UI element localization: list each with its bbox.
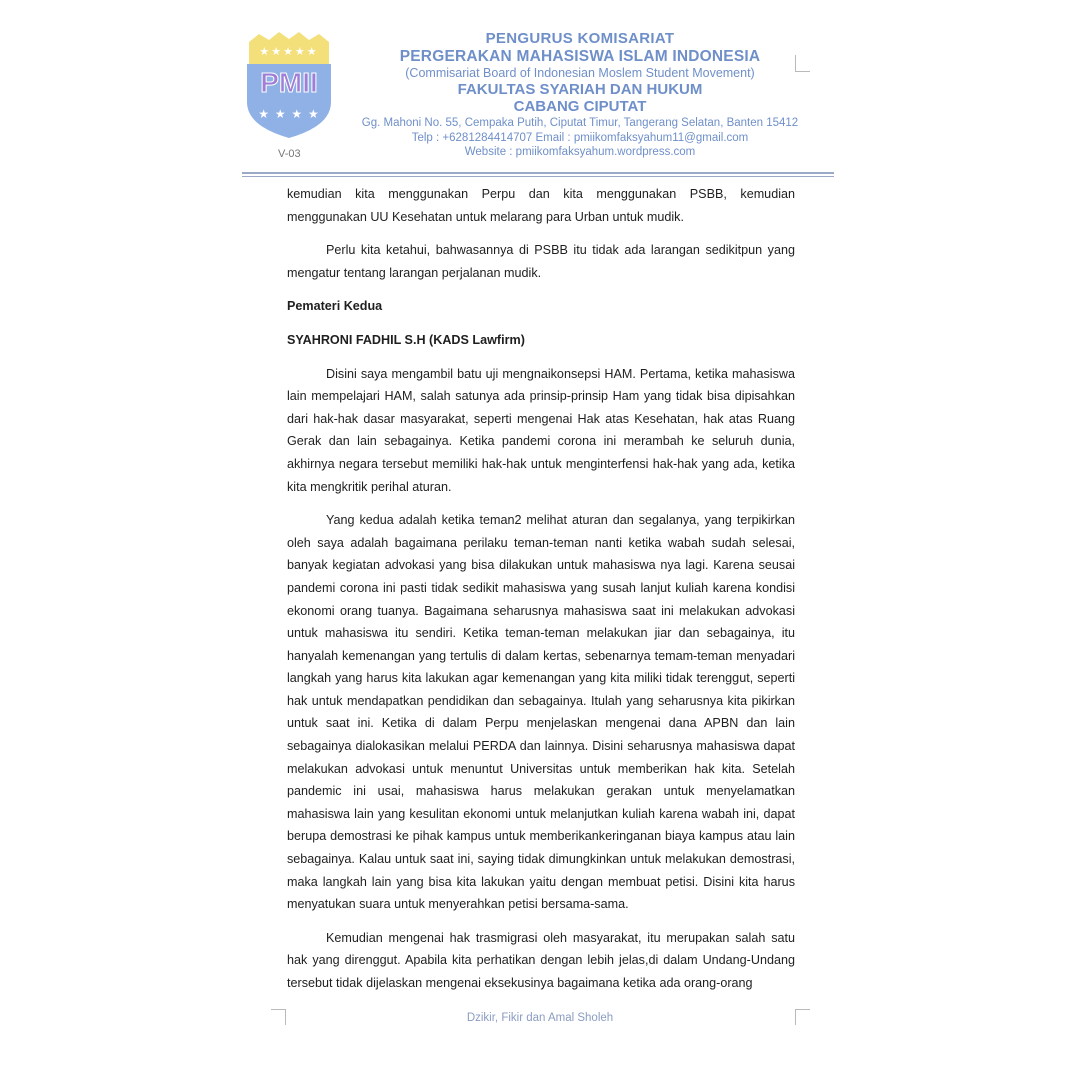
letterhead-line1: PENGURUS KOMISARIAT (485, 30, 675, 47)
paragraph-2: Perlu kita ketahui, bahwasannya di PSBB itu tidak ada larangan sedikitpun yang mengatur tentang larangan perjalanan mudik. (287, 243, 795, 280)
letterhead-website: Website : pmiikomfaksyahum.wordpress.com (464, 146, 696, 158)
svg-text:★ ★ ★ ★: ★ ★ ★ ★ (258, 107, 320, 121)
letterhead (350, 31, 810, 159)
version-code: V-03 (278, 148, 301, 160)
paragraph-3: Disini saya mengambil batu uji mengnaikonsepsi HAM. Pertama, ketika mahasiswa lain mempelajari HAM, salah satunya ada prinsip-prinsip Ham yang tidak bisa dipisahkan dari hak-hak dasar masyarakat, seperti mengenai Hak atas Kesehatan, hak atas Ruang Gerak dan lain sebagainya. Ketika pandemi corona ini merambah ke seluruh dunia, akhirnya negara tersebut memiliki hak-hak untuk menginterfensi hak-hak yang ada, ketika kita mengkritik perihal aturan. (287, 366, 795, 494)
svg-text:PMII: PMII (260, 67, 318, 98)
letterhead-faculty: FAKULTAS SYARIAH DAN HUKUM (457, 81, 703, 98)
letterhead-line2: PERGERAKAN MAHASISWA ISLAM INDONESIA (399, 48, 761, 65)
speaker-name: SYAHRONI FADHIL S.H (KADS Lawfirm) (287, 332, 525, 347)
letterhead-line3: (Commisariat Board of Indonesian Moslem Student Movement) (405, 65, 755, 80)
letterhead-contact: Telp : +6281284414707 Email : pmiikomfaksyahum11@gmail.com (411, 131, 749, 144)
header-divider (242, 172, 834, 174)
footer-motto: Dzikir, Fikir dan Amal Sholeh (466, 1012, 614, 1024)
crop-mark-top-right (795, 55, 810, 72)
letterhead-address: Gg. Mahoni No. 55, Cempaka Putih, Ciputat Timur, Tangerang Selatan, Banten 15412 (361, 117, 799, 129)
pmii-logo (243, 30, 335, 140)
paragraph-4: Yang kedua adalah ketika teman2 melihat aturan dan segalanya, yang terpikirkan oleh saya adalah bagaimana perilaku teman-teman nanti ketika wabah sudah selesai, banyak kegiatan advokasi yang bisa dilakukan untuk mahasiswa nya lagi. Karena seusai pandemi corona ini pasti tidak sedikit mahasiswa yang susah lanjut kuliah karena kondisi ekonomi orang tuanya. Bagaimana seharusnya mahasiswa saat ini melakukan advokasi untuk mahasiswa itu sendiri. Ketika teman-teman melakukan jiar dan sebagainya, itu hanyalah kemenangan yang tertulis di dalam kertas, sebenarnya temam-teman menyadari langkah yang harus kita lakukan agar kemenangan yang kita miliki tidak terenggut, seperti hak untuk mendapatkan pendidikan dan sebagainya. Itulah yang seharusnya kita pikirkan untuk saat ini. Ketika di dalam Perpu menjelaskan mengenai dana APBN dan lain sebagainya dialokasikan melalui PERDA dan lainnya. Disini seharusnya mahasiswa dapat melakukan advokasi untuk menuntut Universitas untuk memberikan hak kita. Setelah pandemic ini usai, mahasiswa harus melakukan gerakan untuk menyelamatkan mahasiswa lain yang kesulitan ekonomi untuk melanjutkan kuliah karena wabah ini, dapat berupa demostrasi ke pihak kampus untuk memberikankeringanan biaya kampus atau lain sebagainya. Kalau untuk saat ini, saying tidak dimungkinkan untuk melakukan demostrasi, maka langkah lain yang bisa kita lakukan yaitu dengan membuat petisi. Disini kita harus menyatukan suara untuk menyerahkan petisi bersama-sama. (287, 513, 795, 912)
header-divider-thin (242, 176, 834, 177)
letterhead-branch: CABANG CIPUTAT (513, 98, 647, 115)
svg-text:★★★★★: ★★★★★ (259, 45, 319, 58)
paragraph-1: kemudian kita menggunakan Perpu dan kita menggunakan PSBB, kemudian menggunakan UU Kesehatan untuk melarang para Urban untuk mudik. (287, 187, 795, 224)
paragraph-5: Kemudian mengenai hak trasmigrasi oleh masyarakat, itu merupakan salah satu hak yang direnggut. Apabila kita perhatikan dengan lebih jelas,di dalam Undang-Undang tersebut tidak dijelaskan mengenai eksekusinya bagaimana ketika ada orang-orang (287, 930, 795, 990)
document-body (287, 183, 795, 1006)
section-heading: Pemateri Kedua (287, 299, 383, 314)
